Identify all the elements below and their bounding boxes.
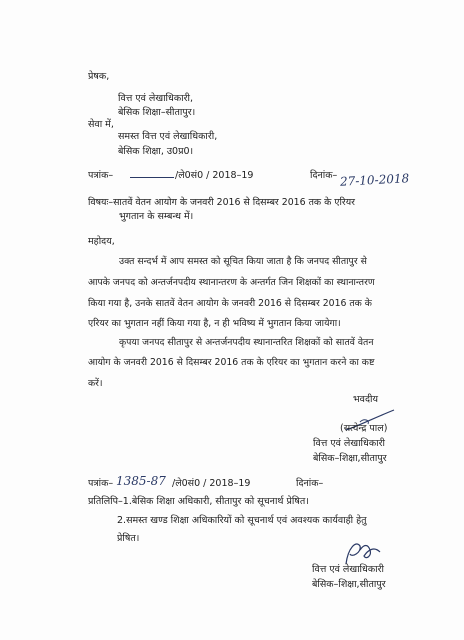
sender-line-1: वित्त एवं लेखाधिकारी, [118,93,193,104]
patrank-label: पत्रांक– [88,170,114,181]
copy-sig-designation-1: वित्त एवं लेखाधिकारी [312,564,384,575]
copy-dinank-label: दिनांक– [296,478,324,489]
signatory-designation-1: वित्त एवं लेखाधिकारी [313,438,385,449]
para2-line-1: कृपया जनपद सीतापुर से अन्तर्जनपदीय स्थानान्तरित शिक्षकों को सातवें वेतन [119,337,374,348]
patrank-suffix: /ले0सं0 / 2018–19 [175,170,254,181]
patrank-blank-line [130,177,174,178]
para1-line-3: किया गया है, उनके सातवें वेतन आयोग के जनवरी 2016 से दिसम्बर 2016 तक के [88,298,372,309]
copy-patrank-suffix: /ले0सं0 / 2018–19 [172,478,251,489]
copy-patrank-handwritten: 1385-87 [116,474,166,488]
recipient-line-1: समस्त वित्त एवं लेखाधिकारी, [118,131,218,142]
subject-line-1: विषयः–सातवें वेतन आयोग के जनवरी 2016 से दिसम्बर 2016 तक के एरियर [88,197,355,208]
copy-sig-designation-2: बेसिक–शिक्षा,सीतापुर [312,579,386,590]
dinank-label: दिनांक– [310,170,338,181]
copy-line-1: प्रतिलिपि–1.बेसिक शिक्षा अधिकारी, सीतापुर को सूचनार्थ प्रेषित। [88,496,309,507]
signatory-name: (सत्येन्द्र पाल) [340,423,388,434]
para1-line-2: आपके जनपद को अन्तर्जनपदीय स्थानान्तरण के अन्तर्गत जिन शिक्षकों का स्थानान्तरण [88,277,375,288]
copy-line-2: 2.समस्त खण्ड शिक्षा अधिकारियों को सूचनार्थ एवं अवश्यक कार्यवाही हेतु [117,515,367,526]
to-label: सेवा में, [88,119,114,130]
para1-line-1: उक्त सन्दर्भ में आप समस्त को सूचित किया जाता है कि जनपद सीतापुर से [119,256,367,267]
recipient-line-2: बेसिक शिक्षा, उ0प्र0। [118,146,194,157]
copy-line-3: प्रेषित। [117,533,140,544]
salutation: महोदय, [88,236,115,247]
para1-line-4: एरियर का भुगतान नहीं किया गया है, न ही भविष्य में भुगतान किया जायेगा। [88,318,341,329]
sender-line-2: बेसिक शिक्षा–सीतापुर। [118,107,196,118]
para2-line-3: करें। [88,378,103,389]
copy-patrank-label: पत्रांक– [88,478,114,489]
dinank-handwritten: 27-10-2018 [339,171,410,189]
from-label: प्रेषक, [88,71,110,82]
para2-line-2: आयोग के जनवरी 2016 से दिसम्बर 2016 तक के एरियर का भुगतान करने का कष्ट [88,357,375,368]
subject-line-2: भुगतान के सम्बन्ध में। [119,211,194,222]
signatory-designation-2: बेसिक–शिक्षा,सीतापुर [313,453,387,464]
bhavdiya: भवदीय [353,394,378,405]
